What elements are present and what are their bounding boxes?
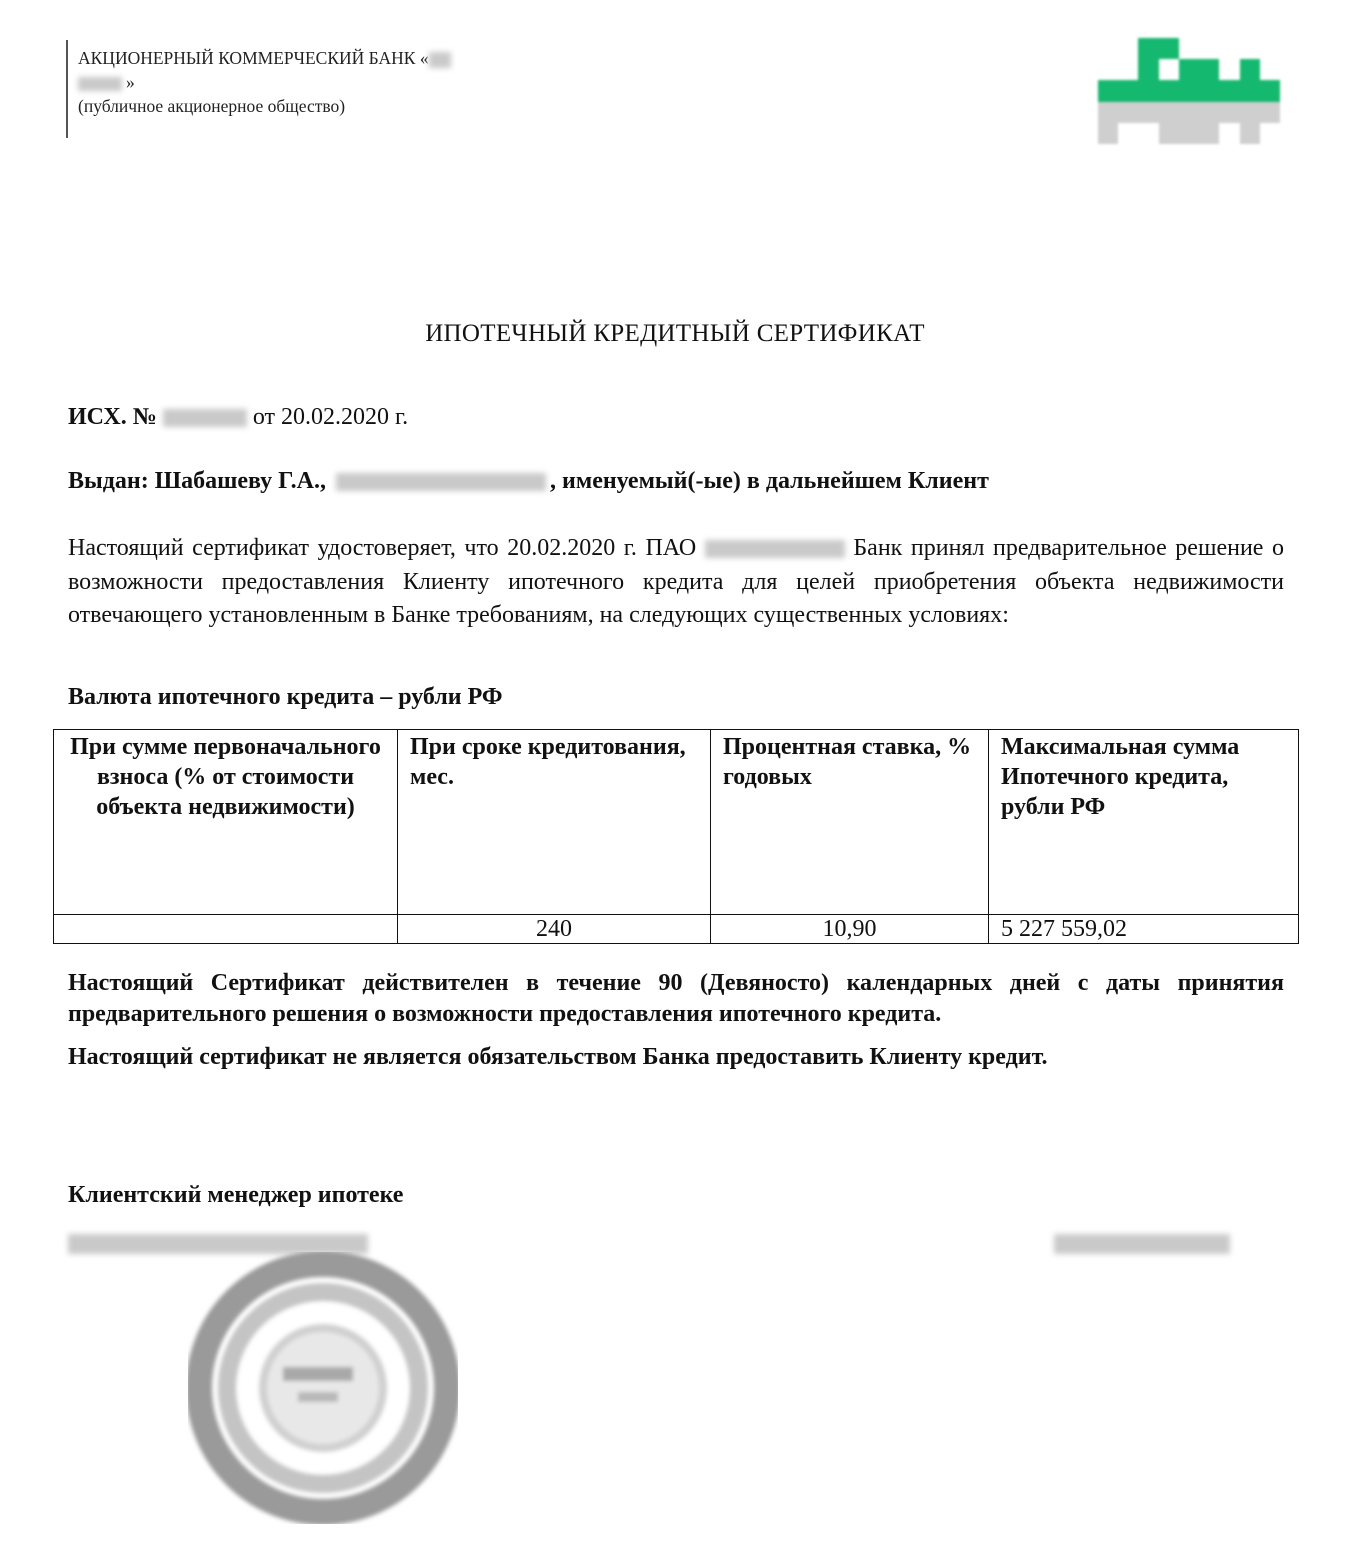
logo-pixel	[1240, 59, 1260, 80]
logo-pixel	[1179, 80, 1199, 101]
redacted-manager-name	[1054, 1234, 1230, 1254]
logo-pixel	[1199, 80, 1219, 101]
logo-pixel	[1199, 102, 1219, 123]
logo-pixel	[1159, 80, 1179, 101]
logo-pixel	[1159, 102, 1179, 123]
logo-pixel	[1199, 59, 1219, 80]
logo-pixel	[1179, 59, 1199, 80]
logo-pixel	[1260, 80, 1280, 101]
logo-pixel	[1179, 102, 1199, 123]
not-obligation-paragraph: Настоящий сертификат не является обязательством Банка предоставить Клиенту кредит.	[68, 1044, 1048, 1070]
logo-pixel	[1138, 102, 1158, 123]
outgoing-date: от 20.02.2020 г.	[252, 404, 409, 430]
header-max-amount: Максимальная сумма Ипотечного кредита, рубли РФ	[989, 730, 1299, 915]
logo-pixel	[1219, 102, 1239, 123]
logo-pixel	[1240, 123, 1260, 144]
logo-pixel	[1219, 80, 1239, 101]
issued-to-line	[68, 468, 989, 495]
logo-pixel	[1240, 38, 1260, 59]
document-title: ИПОТЕЧНЫЙ КРЕДИТНЫЙ СЕРТИФИКАТ	[425, 320, 925, 347]
currency-line: Валюта ипотечного кредита – рубли РФ	[68, 684, 503, 710]
logo-pixel	[1098, 38, 1118, 59]
bank-stamp-pixelated	[188, 1252, 458, 1524]
logo-pixel	[1098, 80, 1118, 101]
terms-table	[53, 729, 1299, 944]
logo-pixel	[1219, 38, 1239, 59]
bank-name-close: »	[126, 72, 135, 92]
intro-part-1: Настоящий сертификат удостоверяет, что 20.02.2020 г. ПАО	[68, 535, 697, 561]
logo-pixel	[1098, 59, 1118, 80]
intro-part-2: Банк принял предварительное решение о возможности предоставления Клиенту ипотечного кредита для целей приобретения объекта недвижимости отвечающего установленным в Банке требованиям, на следующих существенных условиях:	[68, 535, 1284, 628]
logo-pixel	[1138, 80, 1158, 101]
redacted-bank-name-2	[78, 77, 122, 91]
logo-pixel	[1219, 59, 1239, 80]
logo-pixel	[1159, 123, 1179, 144]
redacted-bank-name	[429, 52, 451, 68]
header-divider	[66, 40, 68, 138]
intro-paragraph	[68, 532, 1284, 633]
logo-pixel	[1159, 38, 1179, 59]
logo-pixel	[1260, 38, 1280, 59]
logo-pixel	[1240, 102, 1260, 123]
logo-pixel	[1098, 102, 1118, 123]
redacted-client-name	[336, 473, 546, 491]
logo-pixel	[1118, 102, 1138, 123]
bank-header	[78, 46, 451, 118]
logo-pixel	[1159, 59, 1179, 80]
bank-legal-form: (публичное акционерное общество)	[78, 96, 346, 116]
logo-pixel	[1240, 80, 1260, 101]
bank-logo-pixelated	[1098, 38, 1280, 144]
logo-pixel	[1219, 123, 1239, 144]
header-rate: Процентная ставка, % годовых	[711, 730, 989, 915]
outgoing-number-line	[68, 404, 408, 431]
logo-pixel	[1138, 123, 1158, 144]
validity-paragraph: Настоящий Сертификат действителен в течение 90 (Девяносто) календарных дней с даты принятия предварительного решения о возможности предоставления ипотечного кредита.	[68, 970, 1284, 1027]
header-term: При сроке кредитования, мес.	[398, 730, 711, 915]
logo-pixel	[1138, 38, 1158, 59]
logo-pixel	[1260, 59, 1280, 80]
issued-prefix: Выдан: Шабашеву Г.А.,	[68, 468, 327, 494]
stamp-center	[263, 1328, 383, 1448]
redacted-bank-name-3	[705, 540, 845, 558]
logo-pixel	[1260, 102, 1280, 123]
cell-rate: 10,90	[711, 915, 989, 944]
redacted-manager-details	[68, 1234, 368, 1254]
outgoing-label: ИСХ. №	[68, 404, 157, 430]
cell-term: 240	[398, 915, 711, 944]
terms-header-row	[54, 730, 1299, 915]
logo-pixel	[1260, 123, 1280, 144]
logo-pixel	[1179, 38, 1199, 59]
logo-pixel	[1138, 59, 1158, 80]
logo-pixel	[1199, 123, 1219, 144]
issued-suffix: , именуемый(-ые) в дальнейшем Клиент	[550, 468, 989, 494]
header-down-payment: При сумме первоначального взноса (% от стоимости объекта недвижимости)	[54, 730, 398, 915]
logo-pixel	[1179, 123, 1199, 144]
stamp-center-text-2	[298, 1392, 338, 1402]
logo-pixel	[1098, 123, 1118, 144]
cell-max-amount: 5 227 559,02	[989, 915, 1299, 944]
terms-value-row	[54, 915, 1299, 944]
bank-name: АКЦИОНЕРНЫЙ КОММЕРЧЕСКИЙ БАНК «	[78, 48, 429, 68]
logo-pixel	[1199, 38, 1219, 59]
manager-label: Клиентский менеджер ипотеке	[68, 1182, 404, 1208]
logo-pixel	[1118, 38, 1138, 59]
stamp-center-text	[283, 1367, 353, 1381]
logo-pixel	[1118, 80, 1138, 101]
cell-down-payment	[54, 915, 398, 944]
logo-pixel	[1118, 59, 1138, 80]
redacted-outgoing-number	[163, 409, 247, 427]
logo-pixel	[1118, 123, 1138, 144]
